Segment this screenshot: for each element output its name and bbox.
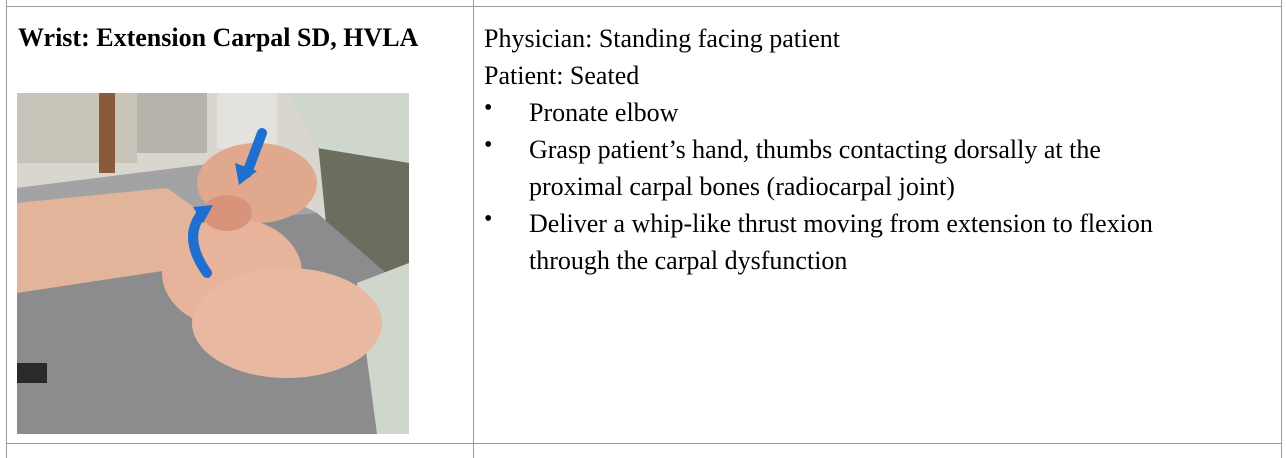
step-item bbox=[484, 131, 1274, 205]
technique-steps bbox=[484, 94, 1274, 279]
patient-position: Patient: Seated bbox=[484, 61, 640, 90]
bullet-icon: • bbox=[484, 206, 493, 232]
step-line: Deliver a whip-like thrust moving from extension to flexion bbox=[529, 209, 1153, 238]
technique-description bbox=[484, 20, 1274, 279]
technique-photo bbox=[17, 93, 409, 434]
table-column-divider bbox=[473, 0, 474, 458]
table-bottom-border bbox=[6, 443, 1282, 444]
table-top-border bbox=[6, 6, 1282, 7]
physician-position: Physician: Standing facing patient bbox=[484, 24, 840, 53]
step-line: Grasp patient’s hand, thumbs contacting dorsally at the bbox=[529, 135, 1101, 164]
step-line: through the carpal dysfunction bbox=[529, 246, 848, 275]
table-right-border bbox=[1281, 0, 1282, 458]
technique-title: Wrist: Extension Carpal SD, HVLA bbox=[18, 23, 419, 52]
step-line: Pronate elbow bbox=[529, 98, 679, 127]
table-left-border bbox=[6, 0, 7, 458]
step-line: proximal carpal bones (radiocarpal joint) bbox=[529, 172, 955, 201]
step-item bbox=[484, 205, 1274, 279]
step-item bbox=[484, 94, 1274, 131]
bullet-icon: • bbox=[484, 95, 493, 121]
bullet-icon: • bbox=[484, 132, 493, 158]
